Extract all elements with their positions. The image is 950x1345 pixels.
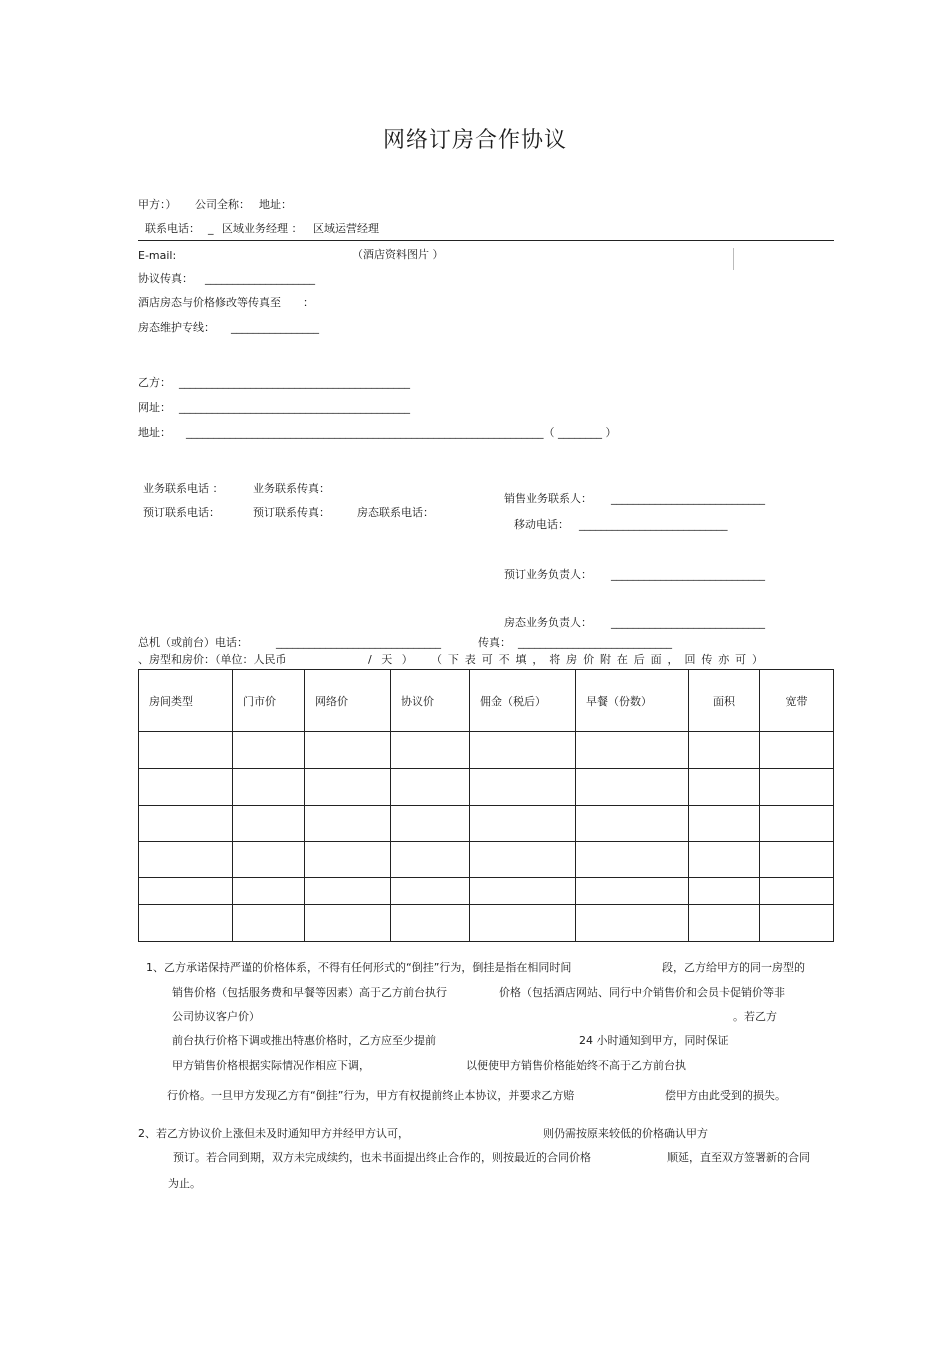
- mobile-field[interactable]: ___________________________: [579, 518, 728, 531]
- email-label: E-mail:: [138, 249, 177, 262]
- clause-1-line-3: 公司协议客户价）: [172, 1010, 260, 1023]
- clause-2-line-2a: 预订。若合同到期，双方未完成续约，也未书面提出终止合作的，则按最近的合同价格: [173, 1151, 591, 1164]
- booking-phone-label: 预订联系电话：: [143, 506, 220, 519]
- room-status-manager-field[interactable]: ____________________________: [611, 616, 765, 629]
- table-cell[interactable]: [470, 769, 576, 806]
- table-cell[interactable]: [305, 806, 391, 842]
- region-ops-manager-label: 区域运营经理: [313, 222, 379, 235]
- table-cell[interactable]: [233, 806, 305, 842]
- rates-unit: / 天 ）: [368, 653, 416, 666]
- switchboard-field[interactable]: ______________________________: [276, 636, 441, 649]
- table-cell[interactable]: [391, 806, 470, 842]
- col-online-rate: 网络价: [305, 670, 391, 732]
- table-cell[interactable]: [305, 842, 391, 878]
- party-b-label: 乙方：: [138, 376, 171, 389]
- table-cell[interactable]: [305, 769, 391, 806]
- room-rate-table: [138, 669, 834, 942]
- table-cell[interactable]: [391, 905, 470, 942]
- agreement-fax-field[interactable]: ____________________: [205, 272, 315, 285]
- website-label: 网址：: [138, 401, 171, 414]
- sales-contact-field[interactable]: ____________________________: [611, 492, 765, 505]
- table-cell[interactable]: [760, 878, 834, 905]
- table-cell[interactable]: [139, 878, 233, 905]
- table-cell[interactable]: [689, 806, 760, 842]
- region-manager-label: 区域业务经理 ：: [222, 222, 303, 235]
- table-cell[interactable]: [470, 878, 576, 905]
- table-cell[interactable]: [470, 842, 576, 878]
- party-b-address-field[interactable]: _________________________________________________________________（ ________ ）: [186, 426, 617, 439]
- clause-1-line-6b: 偿甲方由此受到的损失。: [665, 1089, 786, 1102]
- party-a-address-label: 地址：: [259, 198, 292, 211]
- booking-fax-label: 预订联系传真：: [253, 506, 330, 519]
- table-cell[interactable]: [139, 732, 233, 769]
- table-cell[interactable]: [391, 769, 470, 806]
- rates-header: 、房型和房价：（单位：人民币: [138, 653, 287, 666]
- clause-1-line-5a: 甲方销售价格根据实际情况作相应下调，: [172, 1059, 370, 1072]
- table-cell[interactable]: [139, 842, 233, 878]
- table-cell[interactable]: [139, 769, 233, 806]
- table-cell[interactable]: [470, 732, 576, 769]
- table-row: [139, 732, 834, 769]
- clause-2-line-2b: 顺延，直至双方签署新的合同: [667, 1151, 810, 1164]
- col-rack-rate: 门市价: [233, 670, 305, 732]
- table-cell[interactable]: [576, 769, 689, 806]
- party-a-phone-label: 联系电话：: [145, 222, 200, 235]
- room-status-fax-colon: ：: [303, 296, 314, 309]
- table-cell[interactable]: [139, 905, 233, 942]
- table-row: [139, 905, 834, 942]
- switchboard-label: 总机（或前台）电话：: [138, 636, 248, 649]
- col-room-type: 房间类型: [139, 670, 233, 732]
- blank-separator: _: [208, 222, 214, 235]
- table-row: [139, 769, 834, 806]
- website-field[interactable]: __________________________________________: [179, 401, 410, 414]
- table-cell[interactable]: [470, 806, 576, 842]
- booking-manager-label: 预订业务负责人：: [504, 568, 592, 581]
- table-cell[interactable]: [139, 806, 233, 842]
- agreement-fax-label: 协议传真：: [138, 272, 193, 285]
- party-b-name-field[interactable]: __________________________________________: [179, 376, 410, 389]
- table-cell[interactable]: [576, 806, 689, 842]
- table-cell[interactable]: [760, 806, 834, 842]
- table-cell[interactable]: [689, 878, 760, 905]
- table-cell[interactable]: [760, 905, 834, 942]
- table-header-row: [139, 670, 834, 732]
- party-a-label: 甲方：）: [138, 198, 177, 211]
- table-row: [139, 842, 834, 878]
- fax-label: 传真：: [478, 636, 511, 649]
- table-cell[interactable]: [233, 905, 305, 942]
- table-cell[interactable]: [305, 732, 391, 769]
- sales-contact-label: 销售业务联系人：: [504, 492, 592, 505]
- table-cell[interactable]: [760, 842, 834, 878]
- table-cell[interactable]: [689, 732, 760, 769]
- mobile-label: 移动电话：: [514, 518, 569, 531]
- table-cell[interactable]: [760, 732, 834, 769]
- clause-2-line-1b: 则仍需按原来较低的价格确认甲方: [543, 1127, 708, 1140]
- clause-1-line-1a: 1、乙方承诺保持严谨的价格体系，不得有任何形式的“倒挂”行为，倒挂是指在相同时间: [146, 961, 572, 974]
- table-cell[interactable]: [576, 732, 689, 769]
- col-broadband: 宽带: [760, 670, 834, 732]
- clause-1-line-3b: 。若乙方: [733, 1010, 777, 1023]
- table-cell[interactable]: [233, 732, 305, 769]
- table-row: [139, 806, 834, 842]
- clause-1-line-1b: 段，乙方给甲方的同一房型的: [662, 961, 805, 974]
- clause-1-line-2a: 销售价格（包括服务费和早餐等因素）高于乙方前台执行: [172, 986, 447, 999]
- table-cell[interactable]: [233, 842, 305, 878]
- table-cell[interactable]: [576, 842, 689, 878]
- room-status-phone-label: 房态联系电话：: [357, 506, 434, 519]
- pic-box-edge: [733, 248, 734, 270]
- table-cell[interactable]: [760, 769, 834, 806]
- col-commission: 佣金（税后）: [470, 670, 576, 732]
- table-cell[interactable]: [576, 905, 689, 942]
- room-status-manager-label: 房态业务负责人：: [504, 616, 592, 629]
- table-cell[interactable]: [391, 842, 470, 878]
- table-cell[interactable]: [391, 878, 470, 905]
- rates-note: （ 下 表 可 不 填 ， 将 房 价 附 在 后 面 ， 回 传 亦 可 ）: [431, 653, 765, 666]
- hotline-label: 房态维护专线：: [138, 321, 215, 334]
- clause-1-line-5b: 以便使甲方销售价格能始终不高于乙方前台执: [466, 1059, 686, 1072]
- biz-fax-label: 业务联系传真：: [253, 482, 330, 495]
- fax-field[interactable]: ____________________________: [518, 636, 672, 649]
- table-row: [139, 878, 834, 905]
- room-status-fax-label: 酒店房态与价格修改等传真至: [138, 296, 281, 309]
- clause-1-line-2b: 价格（包括酒店网站、同行中介销售价和会员卡促销价等非: [499, 986, 785, 999]
- col-agreement-rate: 协议价: [391, 670, 470, 732]
- hotel-pic-note: （酒店资料图片 ）: [352, 248, 444, 261]
- table-cell[interactable]: [305, 878, 391, 905]
- party-b-address-label: 地址：: [138, 426, 171, 439]
- section-divider: [138, 240, 834, 241]
- clause-2-line-1a: 2、若乙方协议价上涨但未及时通知甲方并经甲方认可，: [138, 1127, 409, 1140]
- clause-1-line-4a: 前台执行价格下调或推出特惠价格时，乙方应至少提前: [172, 1034, 436, 1047]
- table-cell[interactable]: [305, 905, 391, 942]
- clause-1-line-4b: 24 小时通知到甲方，同时保证: [579, 1034, 729, 1047]
- hotline-field[interactable]: ________________: [231, 321, 319, 334]
- booking-manager-field[interactable]: ____________________________: [611, 568, 765, 581]
- clause-1-line-6a: 行价格。一旦甲方发现乙方有“倒挂”行为，甲方有权提前终止本协议，并要求乙方赔: [167, 1089, 575, 1102]
- clause-2-line-3: 为止。: [168, 1177, 201, 1190]
- table-cell[interactable]: [233, 878, 305, 905]
- table-cell[interactable]: [689, 905, 760, 942]
- table-cell[interactable]: [689, 769, 760, 806]
- table-cell[interactable]: [689, 842, 760, 878]
- col-area: 面积: [689, 670, 760, 732]
- biz-phone-label: 业务联系电话 ：: [143, 482, 224, 495]
- table-cell[interactable]: [470, 905, 576, 942]
- page-title: 网络订房合作协议: [383, 128, 568, 153]
- company-name-label: 公司全称：: [195, 198, 250, 211]
- table-cell[interactable]: [576, 878, 689, 905]
- col-breakfast: 早餐（份数）: [576, 670, 689, 732]
- table-cell[interactable]: [391, 732, 470, 769]
- table-cell[interactable]: [233, 769, 305, 806]
